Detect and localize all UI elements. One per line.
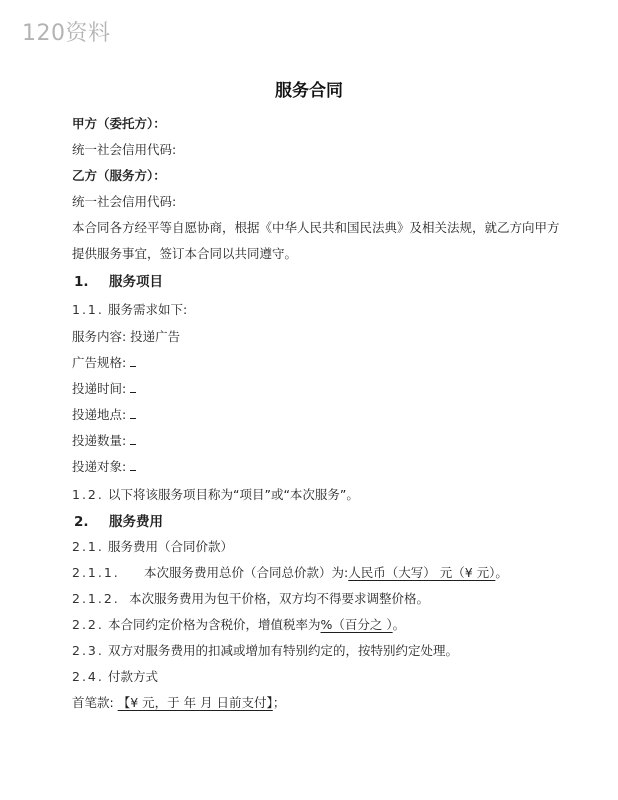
clause-tail: ； — [272, 695, 286, 710]
clause-text: 双方对服务费用的扣减或增加有特别约定的，按特别约定处理。 — [108, 643, 459, 658]
section-number: 2. — [74, 514, 89, 530]
field-label: 投递对象: — [72, 459, 127, 474]
section-title: 服务费用 — [109, 514, 163, 530]
clause-1-2 — [72, 485, 359, 503]
field-label: 投递时间: — [72, 381, 127, 396]
blank-line — [130, 433, 136, 445]
clause-number: 2.4. — [72, 669, 104, 684]
clause-tail: 。 — [392, 617, 406, 632]
clause-number: 2.1.1. — [72, 565, 120, 580]
delivery-time-field — [72, 379, 136, 397]
first-payment — [72, 693, 285, 711]
intro-line-2: 提供服务事宜，签订本合同以共同遵守。 — [72, 246, 298, 261]
blank-line — [130, 355, 136, 367]
service-content: 服务内容: 投递广告 — [72, 329, 181, 344]
clause-text: 以下将该服务项目称为“项目”或“本次服务”。 — [108, 487, 359, 502]
party-b-label: 乙方（服务方）： — [72, 168, 166, 183]
section-2-heading — [74, 510, 163, 530]
clause-text: 服务需求如下: — [108, 302, 188, 317]
blank-line — [130, 381, 136, 393]
section-1-heading — [74, 270, 163, 290]
clause-text: 付款方式 — [108, 669, 159, 684]
document-title: 服务合同 — [275, 81, 343, 101]
total-price-value: 人民币（大写） 元（¥ 元） — [348, 565, 496, 580]
clause-number: 1.2. — [72, 487, 104, 502]
clause-number: 2.2. — [72, 617, 104, 632]
field-label: 首笔款: — [72, 695, 114, 710]
clause-2-4 — [72, 667, 158, 685]
delivery-qty-field — [72, 431, 136, 449]
clause-2-1 — [72, 537, 233, 555]
clause-number: 2.1. — [72, 539, 104, 554]
clause-2-1-1 — [72, 563, 508, 581]
field-label: 投递地点: — [72, 407, 127, 422]
clause-text: 本次服务费用为包干价格，双方均不得要求调整价格。 — [129, 591, 430, 606]
clause-2-1-2 — [72, 589, 429, 607]
clause-2-3 — [72, 641, 458, 659]
watermark: 120资料 — [22, 21, 111, 46]
blank-line — [130, 407, 136, 419]
tax-rate-value: %（百分之 ） — [320, 617, 393, 632]
clause-number: 2.3. — [72, 643, 104, 658]
field-label: 广告规格: — [72, 355, 127, 370]
ad-spec-field — [72, 353, 136, 371]
party-b-credit-code: 统一社会信用代码: — [72, 194, 177, 209]
clause-text: 服务费用（合同价款） — [108, 539, 234, 554]
delivery-place-field — [72, 405, 136, 423]
clause-tail: 。 — [495, 565, 508, 580]
field-label: 投递数量: — [72, 433, 127, 448]
clause-text: 本合同约定价格为含税价，增值税率为 — [108, 617, 321, 632]
blank-line — [130, 459, 136, 471]
section-title: 服务项目 — [109, 274, 163, 290]
clause-number: 2.1.2. — [72, 591, 120, 606]
party-a-credit-code: 统一社会信用代码: — [72, 142, 177, 157]
delivery-target-field — [72, 457, 136, 475]
clause-text: 本次服务费用总价（合同总价款）为: — [144, 565, 349, 580]
section-number: 1. — [74, 274, 89, 290]
clause-1-1 — [72, 300, 187, 318]
clause-number: 1.1. — [72, 302, 104, 317]
clause-2-2 — [72, 615, 405, 633]
party-a-label: 甲方（委托方）： — [72, 116, 166, 131]
first-payment-value: 【¥ 元，于 年 月 日前支付】 — [117, 695, 273, 710]
intro-line-1: 本合同各方经平等自愿协商，根据《中华人民共和国民法典》及相关法规，就乙方向甲方 — [72, 220, 560, 235]
